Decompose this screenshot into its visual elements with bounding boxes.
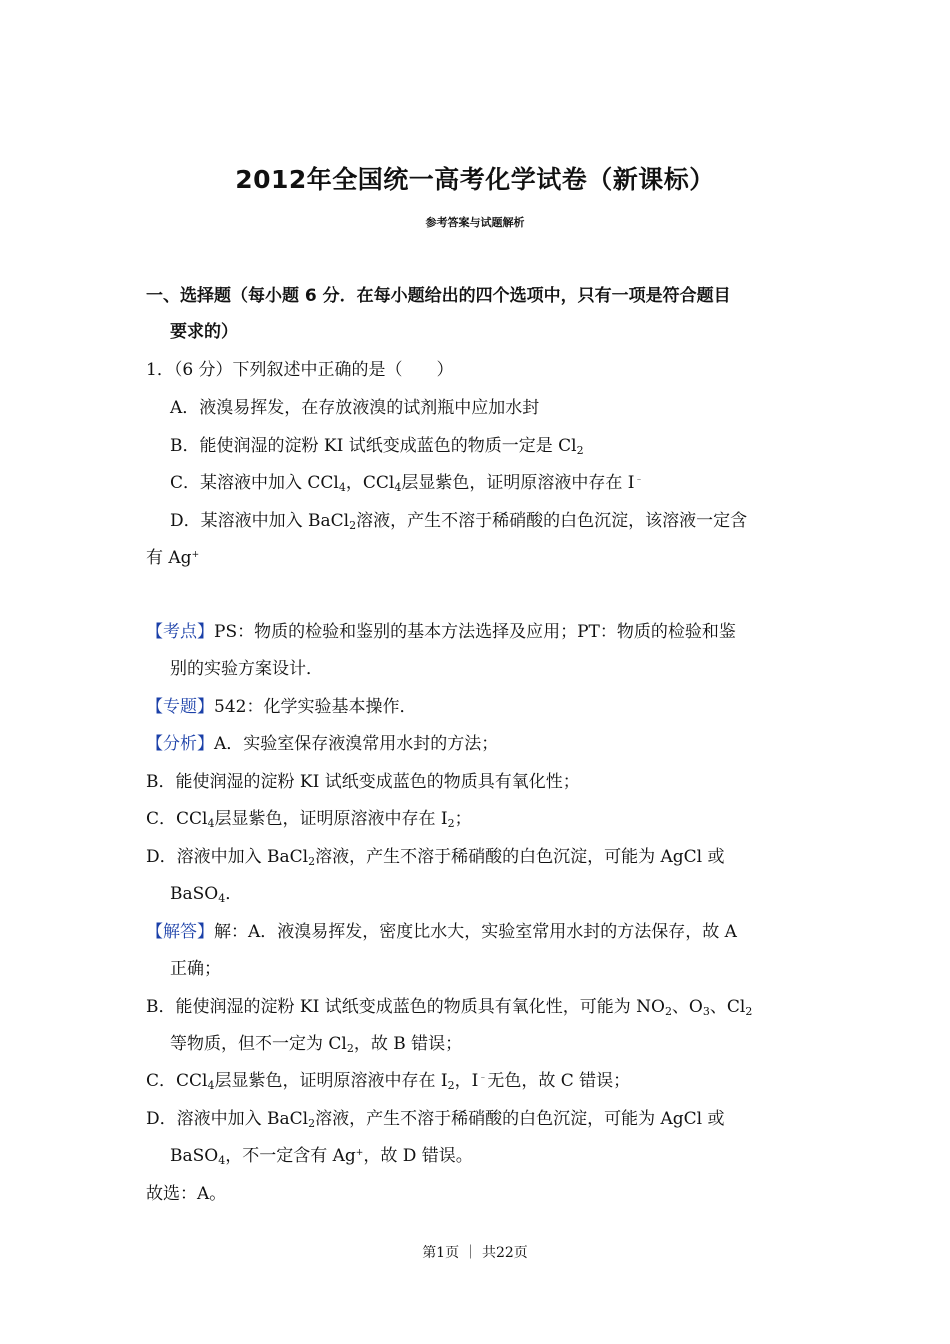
jieda-tag: 【解答】	[146, 922, 214, 942]
option-c	[170, 471, 643, 495]
superscript: +	[355, 1148, 364, 1158]
subscript: 2	[745, 1005, 753, 1018]
jieda-line-c	[146, 1069, 630, 1093]
jieda-line-b2	[170, 1032, 462, 1056]
jieda-text: 、Cl	[709, 997, 746, 1017]
fenxi-line-c	[146, 807, 472, 831]
jieda-text: 、O	[671, 997, 703, 1017]
jieda-text: B．能使润湿的淀粉 KI 试纸变成蓝色的物质具有氧化性，可能为 NO	[146, 997, 665, 1017]
fenxi-tag: 【分析】	[146, 734, 214, 754]
subscript: 4	[218, 1154, 226, 1167]
page-footer: 第1页 ｜ 共22页	[422, 1245, 528, 1261]
subscript: 2	[447, 1079, 455, 1092]
subscript: 3	[702, 1005, 710, 1018]
kaodian-text: PS：物质的检验和鉴别的基本方法选择及应用；PT：物质的检验和鉴	[214, 622, 736, 642]
jieda-text: ，故 B 错误；	[353, 1034, 463, 1054]
section-heading-line1: 一、选择题（每小题 6 分．在每小题给出的四个选项中，只有一项是符合题目	[146, 286, 731, 306]
option-a: A．液溴易挥发，在存放液溴的试剂瓶中应加水封	[170, 398, 540, 418]
subscript: 2	[664, 1005, 672, 1018]
option-c-text: 层显紫色，证明原溶液中存在 I	[401, 473, 635, 493]
jieda-text: C．CCl	[146, 1071, 208, 1091]
jieda-text: ，I	[454, 1071, 479, 1091]
fenxi-text: ．	[225, 884, 243, 904]
superscript: ﹣	[634, 475, 644, 485]
option-c-text: ，CCl	[345, 473, 395, 493]
subscript: 4	[218, 892, 226, 905]
subscript: 2	[447, 817, 455, 830]
superscript: +	[191, 550, 200, 560]
jieda-text: D．溶液中加入 BaCl	[146, 1109, 309, 1129]
answer-line: 故选：A。	[146, 1184, 227, 1204]
zhuanti-text: 542：化学实验基本操作．	[214, 697, 417, 717]
zhuanti-tag: 【专题】	[146, 697, 214, 717]
subscript: 4	[338, 481, 346, 494]
fenxi-text: C．CCl	[146, 809, 208, 829]
zhuanti-line	[146, 695, 416, 719]
option-d-text: 溶液，产生不溶于稀硝酸的白色沉淀，该溶液一定含	[356, 511, 748, 531]
fenxi-text: 层显紫色，证明原溶液中存在 I	[214, 809, 448, 829]
jieda-text: 解：A．液溴易挥发，密度比水大，实验室常用水封的方法保存，故 A	[214, 922, 737, 942]
fenxi-text: BaSO	[170, 884, 219, 904]
option-b-text: B．能使润湿的淀粉 KI 试纸变成蓝色的物质一定是 Cl	[170, 436, 577, 456]
subscript: 2	[346, 1042, 354, 1055]
subscript: 2	[349, 519, 357, 532]
kaodian-tag: 【考点】	[146, 622, 214, 642]
superscript: ﹣	[478, 1073, 488, 1083]
subscript: 2	[308, 855, 316, 868]
subscript: 4	[394, 481, 402, 494]
fenxi-line-d2	[170, 882, 242, 906]
kaodian-line2: 别的实验方案设计．	[170, 659, 323, 679]
fenxi-line-b: B．能使润湿的淀粉 KI 试纸变成蓝色的物质具有氧化性；	[146, 772, 580, 792]
page-title: 2012年全国统一高考化学试卷（新课标）	[235, 165, 715, 194]
option-d-text: D．某溶液中加入 BaCl	[170, 511, 350, 531]
option-c-text: C．某溶液中加入 CCl	[170, 473, 339, 493]
jieda-line-a2: 正确；	[170, 959, 221, 979]
kaodian-line1	[146, 620, 736, 644]
jieda-text: ，故 D 错误。	[363, 1146, 473, 1166]
section-heading-line2: 要求的）	[170, 322, 238, 342]
option-b	[170, 434, 584, 458]
option-d-line1	[170, 509, 747, 533]
subscript: 4	[207, 1079, 215, 1092]
fenxi-text: 溶液，产生不溶于稀硝酸的白色沉淀，可能为 AgCl 或	[315, 847, 725, 867]
page-subtitle: 参考答案与试题解析	[425, 216, 525, 229]
fenxi-line-a	[146, 732, 498, 756]
jieda-line-a1	[146, 920, 737, 944]
option-d-text: 有 Ag	[146, 548, 192, 568]
question-stem: 1．（6 分）下列叙述中正确的是（ ）	[146, 360, 454, 380]
option-d-line2	[146, 546, 199, 570]
jieda-text: 等物质，但不一定为 Cl	[170, 1034, 347, 1054]
fenxi-text: D．溶液中加入 BaCl	[146, 847, 309, 867]
fenxi-line-d1	[146, 845, 725, 869]
subscript: 2	[308, 1117, 316, 1130]
jieda-text: 溶液，产生不溶于稀硝酸的白色沉淀，可能为 AgCl 或	[315, 1109, 725, 1129]
jieda-line-d2	[170, 1144, 473, 1168]
subscript: 4	[207, 817, 215, 830]
jieda-line-b1	[146, 995, 752, 1019]
jieda-line-d1	[146, 1107, 725, 1131]
jieda-text: 无色，故 C 错误；	[487, 1071, 631, 1091]
fenxi-text: ；	[454, 809, 472, 829]
fenxi-text: A．实验室保存液溴常用水封的方法；	[214, 734, 499, 754]
jieda-text: BaSO	[170, 1146, 219, 1166]
subscript: 2	[576, 444, 584, 457]
jieda-text: 层显紫色，证明原溶液中存在 I	[214, 1071, 448, 1091]
jieda-text: ，不一定含有 Ag	[225, 1146, 356, 1166]
